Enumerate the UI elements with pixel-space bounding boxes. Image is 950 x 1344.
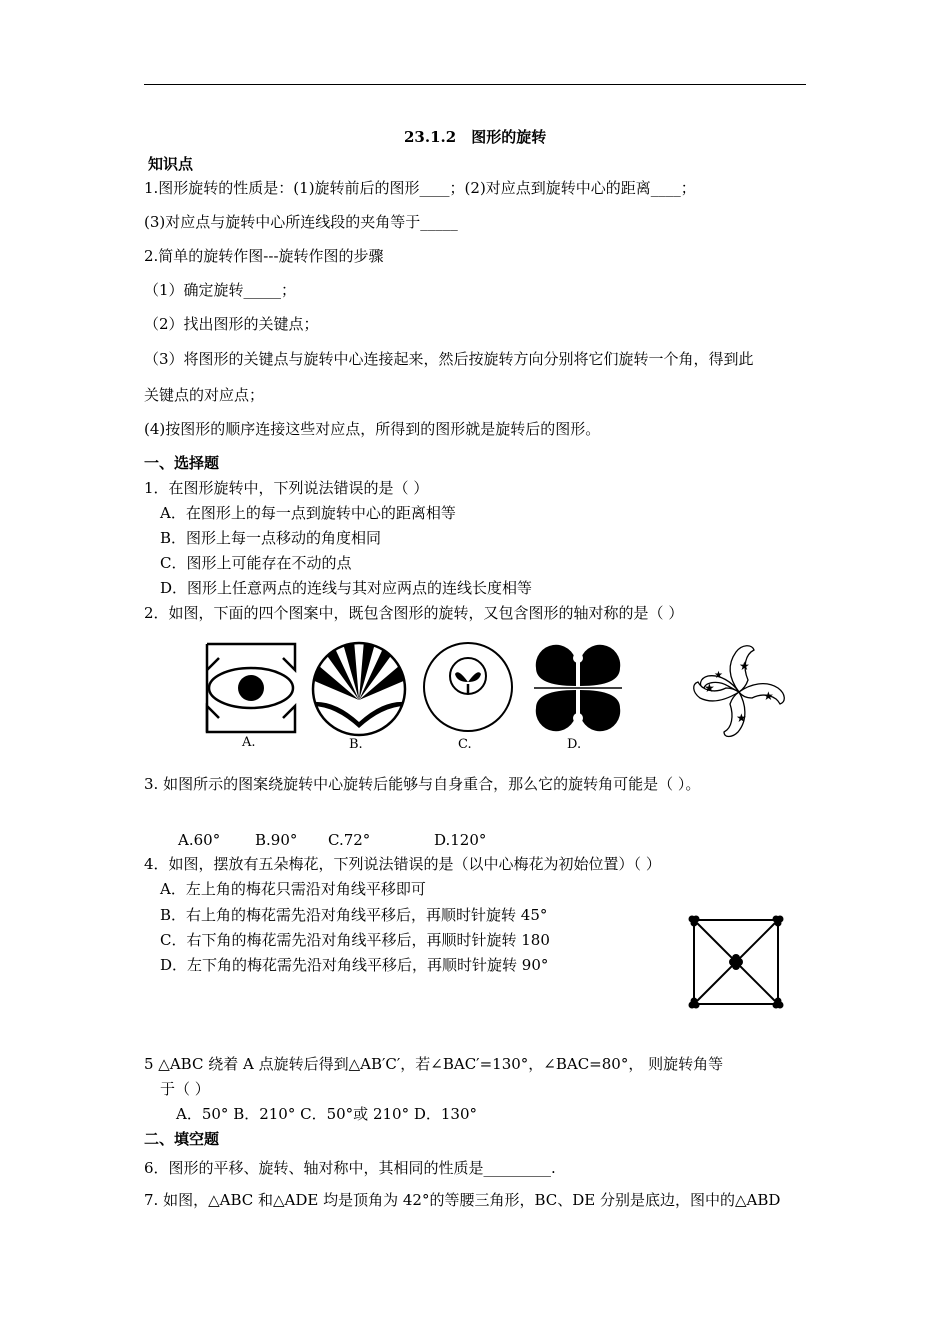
- q4-option-b: B．右上角的梅花需先沿对角线平移后，再顺时针旋转 45°: [160, 906, 548, 924]
- knowledge-heading: 知识点: [148, 155, 194, 173]
- figure-a-label: A.: [242, 735, 256, 750]
- q1-option-c: C．图形上可能存在不动的点: [160, 554, 352, 572]
- svg-text:★: ★: [763, 689, 774, 703]
- figure-d-four-leaf-pattern: [532, 644, 624, 732]
- q3-option-d: D.120°: [434, 831, 487, 849]
- q7-stem: 7. 如图，△ABC 和△ADE 均是顶角为 42°的等腰三角形，BC、DE 分别是底边，图中的△ABD: [144, 1191, 781, 1209]
- figure-c-label: C.: [458, 737, 472, 752]
- q3-stem: 3. 如图所示的图案绕旋转中心旋转后能够与自身重合，那么它的旋转角可能是（ ）。: [144, 775, 701, 793]
- q4-stem: 4．如图，摆放有五朵梅花，下列说法错误的是（以中心梅花为初始位置）（ ）: [144, 855, 661, 873]
- q1-stem: 1．在图形旋转中，下列说法错误的是（ ）: [144, 479, 429, 497]
- q4-option-c: C．右下角的梅花需先沿对角线平移后，再顺时针旋转 180: [160, 931, 550, 949]
- knowledge-line-1: 1.图形旋转的性质是：(1)旋转前后的图形____；(2)对应点到旋转中心的距离____；: [144, 179, 696, 197]
- q5-options: A．50° B．210° C．50°或 210° D．130°: [176, 1105, 477, 1123]
- q1-option-a: A．在图形上的每一点到旋转中心的距离相等: [160, 504, 456, 522]
- q3-option-a: A.60°: [178, 831, 221, 849]
- knowledge-line-6: （3）将图形的关键点与旋转中心连接起来，然后按旋转方向分别将它们旋转一个角，得到此: [144, 350, 754, 368]
- knowledge-line-7: 关键点的对应点；: [144, 386, 265, 404]
- figure-b-sunburst-pattern: [310, 640, 408, 738]
- knowledge-line-3: 2.简单的旋转作图---旋转作图的步骤: [144, 247, 384, 265]
- bauhinia-flower-figure: [680, 640, 798, 744]
- figure-c-sprout-pattern: [421, 640, 515, 734]
- q6-stem: 6．图形的平移、旋转、轴对称中，其相同的性质是_________.: [144, 1159, 556, 1177]
- knowledge-line-5: （2）找出图形的关键点；: [144, 315, 319, 333]
- q2-stem: 2．如图，下面的四个图案中，既包含图形的旋转，又包含图形的轴对称的是（ ）: [144, 604, 684, 622]
- knowledge-line-4: （1）确定旋转_____；: [144, 281, 297, 299]
- header-rule: [144, 84, 806, 85]
- section-choice-heading: 一、选择题: [144, 454, 220, 472]
- q1-option-b: B．图形上每一点移动的角度相同: [160, 529, 382, 547]
- q1-option-d: D．图形上任意两点的连线与其对应两点的连线长度相等: [160, 579, 533, 597]
- section-fill-heading: 二、填空题: [144, 1130, 220, 1148]
- q4-option-a: A．左上角的梅花只需沿对角线平移即可: [160, 880, 426, 898]
- page-title: 23.1.2 图形的旋转: [404, 128, 547, 146]
- figure-a-eye-pattern: [203, 640, 297, 736]
- q4-option-d: D．左下角的梅花需先沿对角线平移后，再顺时针旋转 90°: [160, 956, 549, 974]
- q5-stem: 5 △ABC 绕着 A 点旋转后得到△AB′C′，若∠BAC′=130°，∠BAC=80°， 则旋转角等: [144, 1055, 724, 1073]
- figure-b-label: B.: [349, 737, 363, 752]
- svg-text:★: ★: [714, 670, 723, 681]
- svg-text:★: ★: [704, 681, 715, 695]
- five-plum-blossoms-figure: [684, 910, 788, 1014]
- figure-d-label: D.: [567, 737, 582, 752]
- q3-option-b: B.90°: [255, 831, 298, 849]
- knowledge-line-8: (4)按图形的顺序连接这些对应点，所得到的图形就是旋转后的图形。: [144, 420, 601, 438]
- q3-option-c: C.72°: [328, 831, 371, 849]
- q5-stem-continued: 于（ ）: [160, 1080, 210, 1098]
- svg-text:★: ★: [739, 659, 750, 673]
- knowledge-line-2: (3)对应点与旋转中心所连线段的夹角等于_____: [144, 213, 458, 231]
- svg-text:★: ★: [736, 711, 747, 725]
